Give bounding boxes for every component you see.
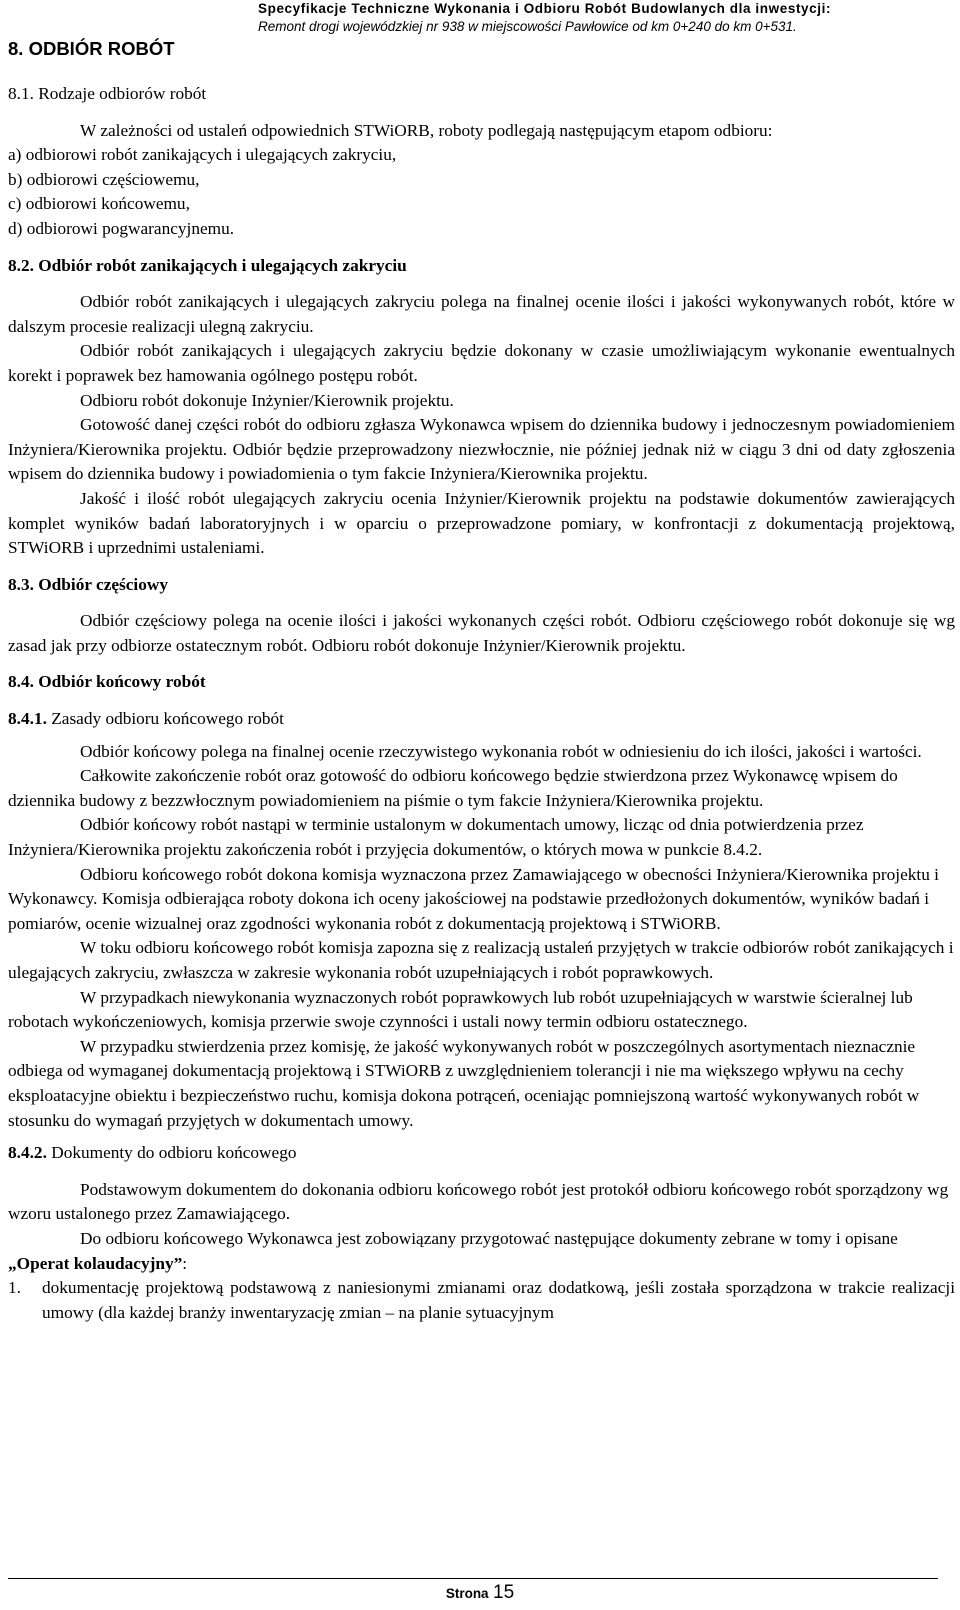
section-8-2-heading: 8.2. Odbiór robót zanikających i ulegających zakryciu <box>8 255 407 275</box>
section-8-1-heading: 8.1. Rodzaje odbiorów robót <box>8 84 207 103</box>
paragraph: Podstawowym dokumentem do dokonania odbioru końcowego robót jest protokół odbioru końcowego robót sporządzony wg wzoru ustalonego przez Zamawiającego. <box>8 1179 949 1224</box>
page-label: Strona <box>445 1586 489 1601</box>
paragraph: W przypadku stwierdzenia przez komisję, że jakość wykonywanych robót w poszczególnych asortymentach nieznacznie odbiega od wymaganej dokumentacją projektową i STWiORB z uwzględnieniem tolerancji i nie ma większego wpływu na cechy eksploatacyjne obiektu i bezpieczeństwo ruchu, komisja dokona potrąceń, oceniając pomniejszoną wartość wykonywanych robót w stosunku do wymagań przyjętych w dokumentach umowy. <box>8 1036 920 1130</box>
footer-divider <box>8 1578 938 1579</box>
paragraph: W przypadkach niewykonania wyznaczonych robót poprawkowych lub robót uzupełniających w warstwie ścieralnej lub robotach wykończeniowych, komisja przerwie swoje czynności i ustali nowy termin odbioru ostatecznego. <box>8 987 913 1032</box>
section-8-1-intro: W zależności od ustaleń odpowiednich STWiORB, roboty podlegają następującym etapom odbioru: <box>80 120 773 140</box>
page-footer <box>0 1582 960 1604</box>
paragraph: Do odbioru końcowego Wykonawca jest zobowiązany przygotować następujące dokumenty zebrane w tomy i opisane „Operat kolaudacyjny”: <box>8 1228 898 1273</box>
paragraph: Odbiór końcowy robót nastąpi w terminie ustalonym w dokumentach umowy, licząc od dnia potwierdzenia przez Inżyniera/Kierownika projektu zakończenia robót i przyjęcia dokumentów, o których mowa w punkcie 8.4.2. <box>8 815 864 860</box>
numbered-list-item: 1. dokumentację projektową podstawową z naniesionymi zmianami oraz dodatkową, jeśli została sporządzona w trakcie realizacji umowy (dla każdej branży inwentaryzację zmian – na planie sytuacyjnym <box>8 1278 955 1322</box>
list-item: b) odbiorowi częściowemu, <box>8 169 200 189</box>
paragraph: W toku odbioru końcowego robót komisja zapozna się z realizacją ustaleń przyjętych w trakcie odbiorów robót zanikających i ulegających zakryciu, zwłaszcza w zakresie wykonania robót uzupełniających i robót poprawkowych. <box>8 938 954 982</box>
paragraph: Odbioru końcowego robót dokona komisja wyznaczona przez Zamawiającego w obecności Inżyniera/Kierownika projektu i Wykonawcy. Komisja odbierająca roboty dokona ich oceny jakościowej na podstawie przedłożonych dokumentów, wyników badań i pomiarów, ocenie wizualnej oraz zgodności wykonania robót z dokumentacją projektową i STWiORB. <box>8 864 939 933</box>
paragraph: Odbiór robót zanikających i ulegających zakryciu będzie dokonany w czasie umożliwiającym wykonanie ewentualnych korekt i poprawek bez hamowania ogólnego postępu robót. <box>8 341 955 385</box>
paragraph: Odbiór końcowy polega na finalnej ocenie rzeczywistego wykonania robót w odniesieniu do ich ilości, jakości i wartości. <box>80 741 922 761</box>
section-8-4-2-heading: 8.4.2. Dokumenty do odbioru końcowego <box>8 1143 297 1163</box>
paragraph: Odbioru robót dokonuje Inżynier/Kierownik projektu. <box>80 390 454 410</box>
list-item: d) odbiorowi pogwarancyjnemu. <box>8 218 235 238</box>
list-item: c) odbiorowi końcowemu, <box>8 194 190 214</box>
section-8-3-heading: 8.3. Odbiór częściowy <box>8 574 168 594</box>
paragraph: Odbiór częściowy polega na ocenie ilości i jakości wykonanych części robót. Odbioru częściowego robót dokonuje się wg zasad jak przy odbiorze ostatecznym robót. Odbioru robót dokonuje Inżynier/Kierownik projektu. <box>8 611 955 655</box>
header-title: Specyfikacje Techniczne Wykonania i Odbioru Robót Budowlanych dla inwestycji: <box>258 1 832 16</box>
header-subtitle: Remont drogi wojewódzkiej nr 938 w miejscowości Pawłowice od km 0+240 do km 0+531. <box>258 19 797 34</box>
page-number: 15 <box>493 1582 515 1603</box>
paragraph: Całkowite zakończenie robót oraz gotowość do odbioru końcowego będzie stwierdzona przez Wykonawcę wpisem do dziennika budowy z bezzwłocznym powiadomieniem na piśmie o tym fakcie Inżyniera/Kierownika projektu. <box>8 766 898 810</box>
section-8-4-heading: 8.4. Odbiór końcowy robót <box>8 672 206 692</box>
list-item: a) odbiorowi robót zanikających i ulegających zakryciu, <box>8 145 397 165</box>
page-header <box>258 0 938 36</box>
section-8-4-1-heading: 8.4.1. Zasady odbioru końcowego robót <box>8 709 284 729</box>
paragraph: Jakość i ilość robót ulegających zakryciu ocenia Inżynier/Kierownik projektu na podstawie dokumentów zawierających komplet wyników badań laboratoryjnych i w oparciu o przeprowadzone pomiary, w konfrontacji z dokumentacją projektową, STWiORB i uprzednimi ustaleniami. <box>8 488 955 558</box>
document-body <box>8 82 955 1325</box>
chapter-title: 8. ODBIÓR ROBÓT <box>8 38 175 59</box>
paragraph: Odbiór robót zanikających i ulegających zakryciu polega na finalnej ocenie ilości i jakości wykonywanych robót, które w dalszym procesie realizacji ulegną zakryciu. <box>8 292 955 336</box>
paragraph: Gotowość danej części robót do odbioru zgłasza Wykonawca wpisem do dziennika budowy i jednoczesnym powiadomieniem Inżyniera/Kierownika projektu. Odbiór będzie przeprowadzony niezwłocznie, nie później jednak niż w ciągu 3 dni od daty zgłoszenia wpisem do dziennika budowy i powiadomienia o tym fakcie Inżyniera/Kierownika projektu. <box>8 415 955 484</box>
